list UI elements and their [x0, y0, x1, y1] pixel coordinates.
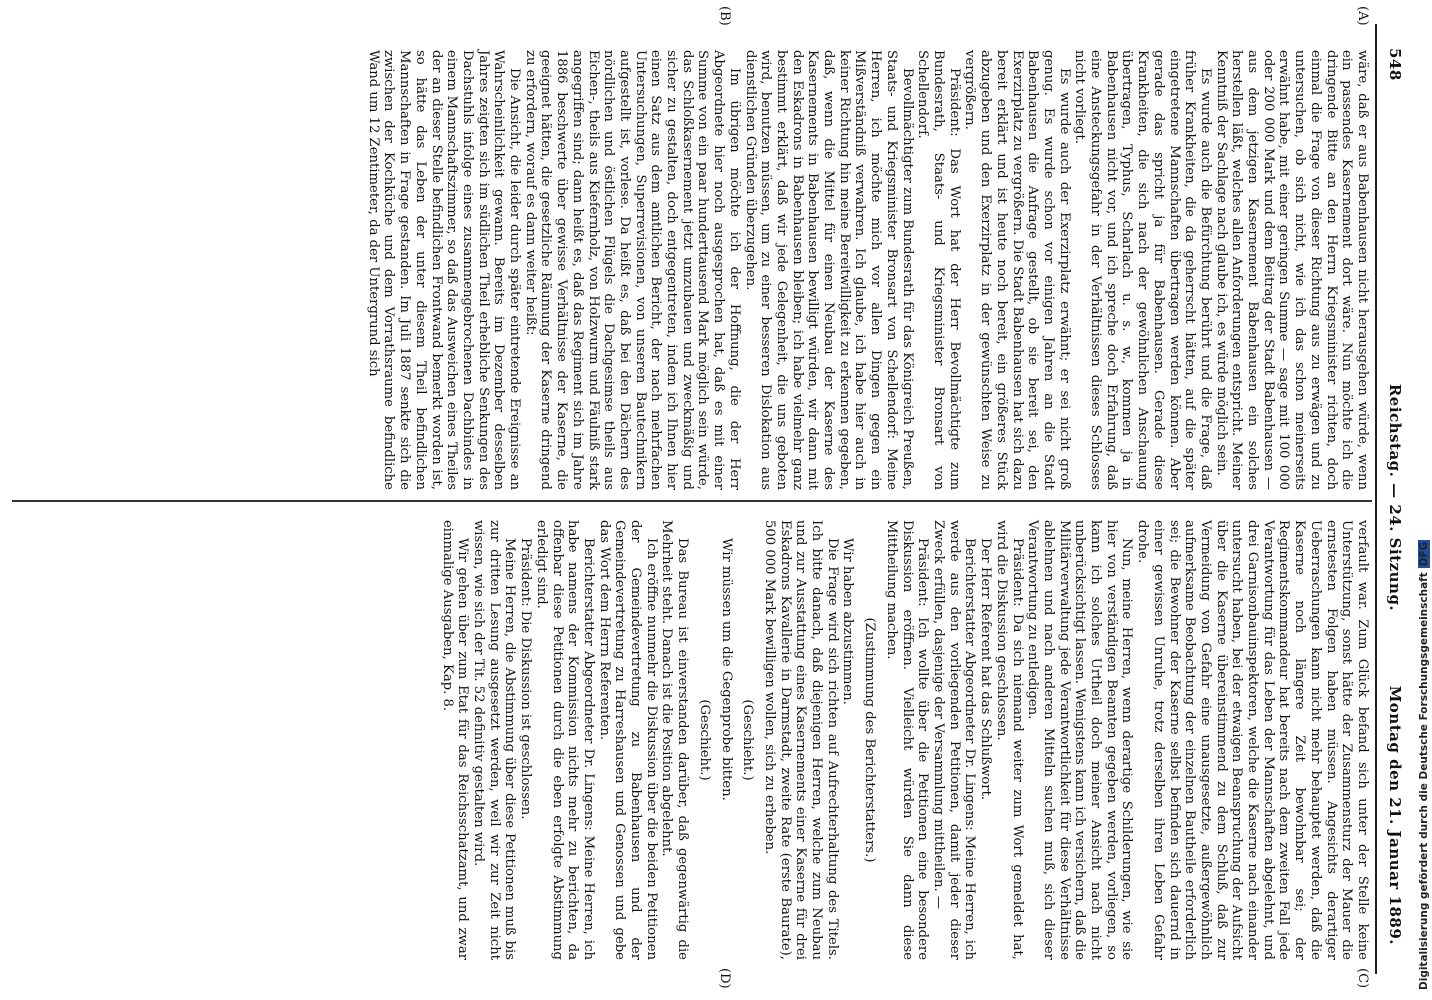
footer-credit: Digitalisierung gefördert durch die Deutsche Forschungsgemeinschaft [1418, 572, 1430, 990]
paragraph: Das Bureau ist einverstanden darüber, daß gegenwärtig die Mehrheit steht. Danach ist die Position abgelehnt. [659, 520, 691, 960]
paragraph: Es wurde auch der Exerzirplatz erwähnt; er sei nicht groß genug. Es wurde schon vor einigen Jahren an die Stadt Babenhausen die Anfrage gestellt, ob sie bereit sei, den Exerzirplatz zu vergrößern. Die Stadt Babenhausen hat sich dazu bereit erklärt und ist heute noch bereit, ein größeres Stück abzugeben und den Exerzirplatz in der gewünschten Weise zu vergrößern. [962, 50, 1072, 490]
paragraph: Präsident: Das Wort hat der Herr Bevollmächtigte zum Bundesrath, Staats- und Kriegsminister Bronsart von Schellendorf. [915, 50, 962, 490]
paragraph: Berichterstatter Abgeordneter Dr. Lingens: Meine Herren, ich werde aus den vorliegenden Petitionen, damit jeder dieser Zweck erfüllen, dasjenige der Versammlung mittheilen. — [931, 520, 978, 960]
paragraph: Berichterstatter Abgeordneter Dr. Lingens: Meine Herren, ich habe namens der Kommission nichts mehr zu berichten, da offenbar diese Petitionen durch die eben erfolgte Abstimmung erledigt sind. [533, 520, 596, 960]
page-number: 548 [1386, 48, 1404, 81]
paragraph: Ich eröffne nunmehr die Diskussion über die beiden Petitionen der Gemeindevertretung zu Babenhausen und der Gemeindevertretung zu Harreshausen und Genossen und gebe das Wort dem Herrn Referenten. [596, 520, 659, 960]
stage-direction: (Geschieht.) [696, 699, 712, 781]
paragraph: Nun, meine Herren, wenn derartige Schilderungen, wie sie hier von verständigen Beamten gegeben werden, vorliegen, so kann ich solches Urtheil doch meiner Ansicht nach nicht unberücksichtigt lassen. Wenigstens kann ich versichern, daß die Militärverwaltung jede Verantwortlichkeit für diese Verhältnisse ablehnen und nach anderen Mitteln suchen muß, sich dieser Verantwortung zu entledigen. [1025, 520, 1135, 960]
margin-mark-b: (B) [717, 6, 732, 26]
stage-direction: (Zustimmung des Berichterstatters.) [862, 617, 878, 863]
stage-direction: (Geschieht.) [740, 699, 756, 781]
paragraph: Präsident: Da sich niemand weiter zum Wort gemeldet hat, wird die Diskussion geschlossen. [993, 520, 1025, 960]
paragraph: Es wurde auch die Befürchtung berührt und die Frage, daß früher Krankheiten, die da geherrscht hätten, auf die später eingetretene Mannschaften übertragen werden können. Aber gerade das spricht ja für Babenhausen. Gerade diese Krankheiten, die sich nach der gewöhnlichen Anschauung übertragen, Typhus, Scharlach u. s. w., kommen ja in Babenhausen nicht vor, und ich spreche doch Erfahrung, daß eine Ansteckungsgefahr in der Verhältnissen dieses Schlosses nicht vorliegt. [1072, 50, 1213, 490]
digitization-footer [1418, 0, 1432, 1000]
paragraph: Wir haben abzustimmen. [840, 538, 856, 705]
page-header [1382, 20, 1404, 975]
paragraph: Präsident: Ich wollte über die Petitionen eine besondere Diskussion eröffnen. Vielleicht würden Sie dann diese Mittheilung machen. [883, 520, 931, 960]
margin-mark-c: (C) [1355, 968, 1370, 989]
paragraph: Präsident: Die Diskussion ist geschlossen. [518, 538, 534, 820]
paragraph: Bevollmächtigter zum Bundesrath für das Königreich Preußen, Staats- und Kriegsminister Bronsart von Schellendorf: Meine Herren, ich möchte mich vor allen Dingen gegen ein Mißverständniß verwahren. Ich glaube, ich habe hier auch in keiner Richtung hin meine Bereitwilligkeit zu erkennen gegeben, daß, wenn die Mittel für einen Neubau der Kaserne des Kasernements in Babenhausen bewilligt würden, wir dann mit den Eskadrons in Babenhausen bleiben; ich habe vielmehr ganz bestimmt erklärt, daß wir jede Gelegenheit, die uns geboten wird, benutzen müssen, um zu einer besseren Dislokation aus dienstlichen Gründen überzugehen. [742, 50, 915, 490]
margin-mark-d: (D) [717, 968, 732, 989]
left-column [365, 50, 1370, 490]
column-divider [12, 500, 1372, 502]
right-column [439, 520, 1370, 960]
paragraph: wäre, daß er aus Babenhausen nicht herausgehen würde, wenn ein passendes Kasernement dort wäre. Nun möchte ich die dringende Bitte an den Herrn Kriegsminister richten, doch einmal die Frage von dieser Richtung aus zu erwägen und zu untersuchen, ob sich nicht, wie ich das schon meinerseits erwähnt habe, mit einer geringen Summe — sage mit 100 000 oder 200 000 Mark und dem Beitrag der Stadt Babenhausen — aus dem jetzigen Kasernement Babenhausen ein solches herstellen läßt, welches allen Anforderungen entspricht. Meiner Kenntniß der Sachlage nach glaube ich, es würde möglich sein. [1213, 50, 1370, 490]
paragraph: Wir gehen über zum Etat für das Reichsschatzamt, und zwar einmalige Ausgaben, Kap. 8. [439, 520, 471, 960]
paragraph: Die Frage wird sich richten auf Aufrechterhaltung des Titels. Ich bitte danach, daß diejenigen Herren, welche zum Neubau und zur Ausstattung eines Kasernements einer Kaserne für drei Eskadrons Kavallerie in Darmstadt, zweite Rate (erste Baurate), 500 000 Mark bewilligen wollen, sich zu erheben. [761, 520, 840, 960]
paragraph: Wir müssen um die Gegenprobe bitten. [718, 538, 734, 801]
paragraph: Im übrigen möchte ich der Hoffnung, die der Herr Abgeordnete hier noch ausgesprochen hat, daß es mit einer Summe von ein paar hunderttausend Mark möglich sein würde, das Schloßkasernement jetzt umzubauen und zweckmäßig und sicher zu gestalten, doch entgegentreten, indem ich Ihnen hier einen Satz aus dem amtlichen Bericht, der nach mehrfachen Untersuchungen, Superrevisionen, von unseren Bautechnikern aufgestellt ist, vorlese. Da heißt es, daß bei den Dächern des nördlichen und östlichen Flügels die Dachgesimse theils aus Eichen-, theils aus Kiefernholz, von Holzwurm und Fäulniß stark angegriffen sind; dann heißt es, daß das Regiment sich im Jahre 1886 beschwerte über gewisse Verhältnisse der Kaserne, die geeignet hätten, die gesetzliche Räumung der Kaserne dringend zu erfordern, worauf es dann weiter heißt: [522, 50, 742, 490]
dfg-logo: DFG [1418, 541, 1430, 567]
paragraph: Die Ansicht, die leider durch später eintretende Ereignisse an Wahrscheinlichkeit gewann. Bereits im Dezember desselben Jahres zeigten sich im südlichen Theil erhebliche Senkungen des Dachstuhls infolge eines zusammengebrochenen Dachbindes in einem Mannschaftszimmer, so daß das Ausweichen eines Theiles der an dieser Stelle befindlichen Frontwand bemerkt worden ist, so hätte das Leben der unter diesem Theil befindlichen Mannschaften in Frage gestanden. Im Juli 1887 senkte sich die zwischen der Kochküche und dem Vorrathsraume befindliche Wand um 12 Zentimeter, da der Untergrund sich [365, 50, 523, 490]
paragraph: Der Herr Referent hat das Schlußwort. [978, 538, 994, 801]
footer-credit-line [1418, 540, 1430, 990]
header-rule [1375, 24, 1377, 974]
paragraph: Meine Herren, die Abstimmung über diese Petitionen muß bis zur dritten Lesung ausgesetzt werden, weil wir zur Zeit nicht wissen, wie sich der Tit. 52 definitiv gestalten wird. [471, 520, 518, 960]
margin-mark-a: (A) [1355, 6, 1370, 26]
session-date: Montag den 21. Januar 1889. [1386, 685, 1404, 945]
session-title: Reichstag. — 24. Sitzung. [1386, 383, 1404, 612]
paragraph: verfault war. Zum Glück befand sich unter der Stelle keine Unterstützung, sonst hätte der Zusammensturz der Mauer die ernstesten Folgen haben müssen. Angesichts derartiger Ueberraschungen kann nicht mehr behauptet werden, daß die Kaserne noch längere Zeit bewohnbar sei; der Regimentskommandeur hat bereits nach dem zweiten Fall jede Verantwortung für das Leben der Mannschaften abgelehnt, und drei Garnisonbauinspektoren, welche die Kaserne nach einander untersucht haben, bei der etwaigen Beanspruchung der Aufsicht über die Kaserne übereinstimmend zu dem Schluß, daß zur Vermeidung von Gefahr eine unausgesetzte, außergewöhnlich aufmerksame Beobachtung der einzelnen Bautheile erforderlich sei; die Bewohner der Kaserne selbst befinden sich dauernd in einer gewissen Unruhe, trotz derselben ihren Leben Gefahr drohe. [1135, 520, 1370, 960]
